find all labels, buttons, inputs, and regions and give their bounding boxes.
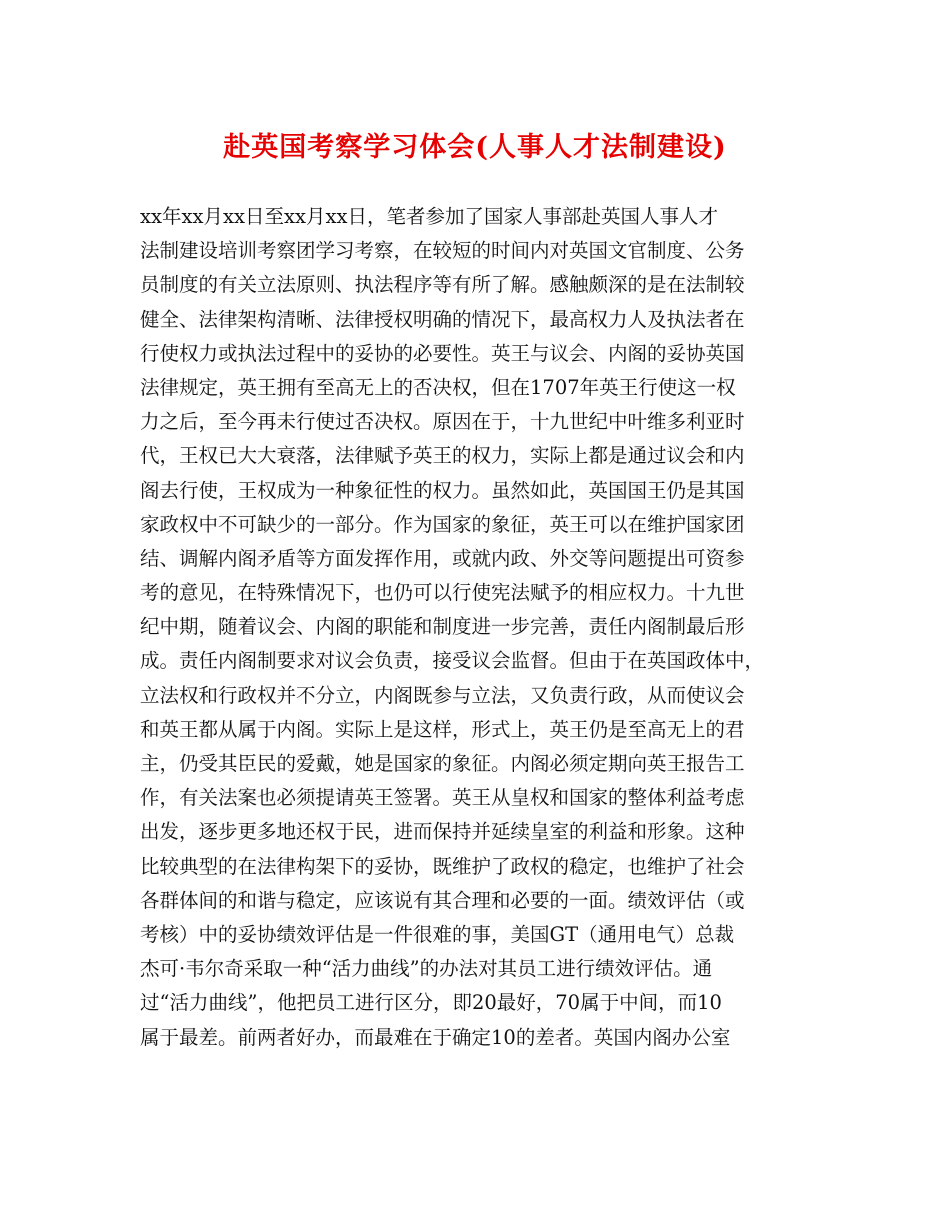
body-line: 作，有关法案也必须提请英王签署。英王从皇权和国家的整体利益考虑	[140, 786, 745, 810]
body-line: 结、调解内阁矛盾等方面发挥作用，或就内政、外交等问题提出可资参	[140, 546, 745, 570]
body-line: 考核）中的妥协绩效评估是一件很难的事，美国GT（通用电气）总裁	[140, 922, 735, 946]
body-line: 立法权和行政权并不分立，内阁既参与立法，又负责行政，从而使议会	[140, 683, 745, 707]
body-line: 属于最差。前两者好办，而最难在于确定10的差者。英国内阁办公室	[140, 1025, 731, 1049]
body-line: xx年xx月xx日至xx月xx日，笔者参加了国家人事部赴英国人事人才	[140, 205, 718, 228]
body-line: 阁去行使，王权成为一种象征性的权力。虽然如此，英国国王仍是其国	[140, 478, 745, 502]
document-body	[140, 200, 830, 1055]
body-line: 员制度的有关立法原则、执法程序等有所了解。感触颇深的是在法制较	[140, 273, 745, 297]
body-line: 纪中期，随着议会、内阁的职能和制度进一步完善，责任内阁制最后形	[140, 615, 745, 639]
body-line: 成。责任内阁制要求对议会负责，接受议会监督。但由于在英国政体中，	[140, 649, 765, 673]
body-line: 出发，逐步更多地还权于民，进而保持并延续皇室的利益和形象。这种	[140, 820, 745, 844]
body-line: 法律规定，英王拥有至高无上的否决权，但在1707年英王行使这一权	[140, 375, 736, 399]
document-title: 赴英国考察学习体会(人事人才法制建设)	[223, 132, 727, 163]
body-line: 家政权中不可缺少的一部分。作为国家的象征，英王可以在维护国家团	[140, 512, 745, 536]
body-line: 过“活力曲线”，他把员工进行区分，即20最好，70属于中间，而10	[140, 991, 722, 1015]
body-line: 代，王权已大大衰落，法律赋予英王的权力，实际上都是通过议会和内	[140, 444, 745, 468]
body-line: 各群体间的和谐与稳定，应该说有其合理和必要的一面。绩效评估（或	[140, 888, 745, 912]
body-line: 主，仍受其臣民的爱戴，她是国家的象征。内阁必须定期向英王报告工	[140, 752, 745, 775]
body-line: 考的意见，在特殊情况下，也仍可以行使宪法赋予的相应权力。十九世	[140, 581, 745, 605]
body-line: 杰可·韦尔奇采取一种“活力曲线”的办法对其员工进行绩效评估。通	[140, 957, 713, 981]
body-line: 和英王都从属于内阁。实际上是这样，形式上，英王仍是至高无上的君	[140, 717, 745, 741]
body-line: 健全、法律架构清晰、法律授权明确的情况下，最高权力人及执法者在	[140, 307, 745, 331]
body-line: 比较典型的在法律构架下的妥协，既维护了政权的稳定，也维护了社会	[140, 854, 745, 878]
body-line: 法制建设培训考察团学习考察，在较短的时间内对英国文官制度、公务	[140, 239, 745, 263]
body-line: 力之后，至今再未行使过否决权。原因在于，十九世纪中叶维多利亚时	[140, 410, 745, 434]
body-line: 行使权力或执法过程中的妥协的必要性。英王与议会、内阁的妥协英国	[140, 341, 745, 365]
